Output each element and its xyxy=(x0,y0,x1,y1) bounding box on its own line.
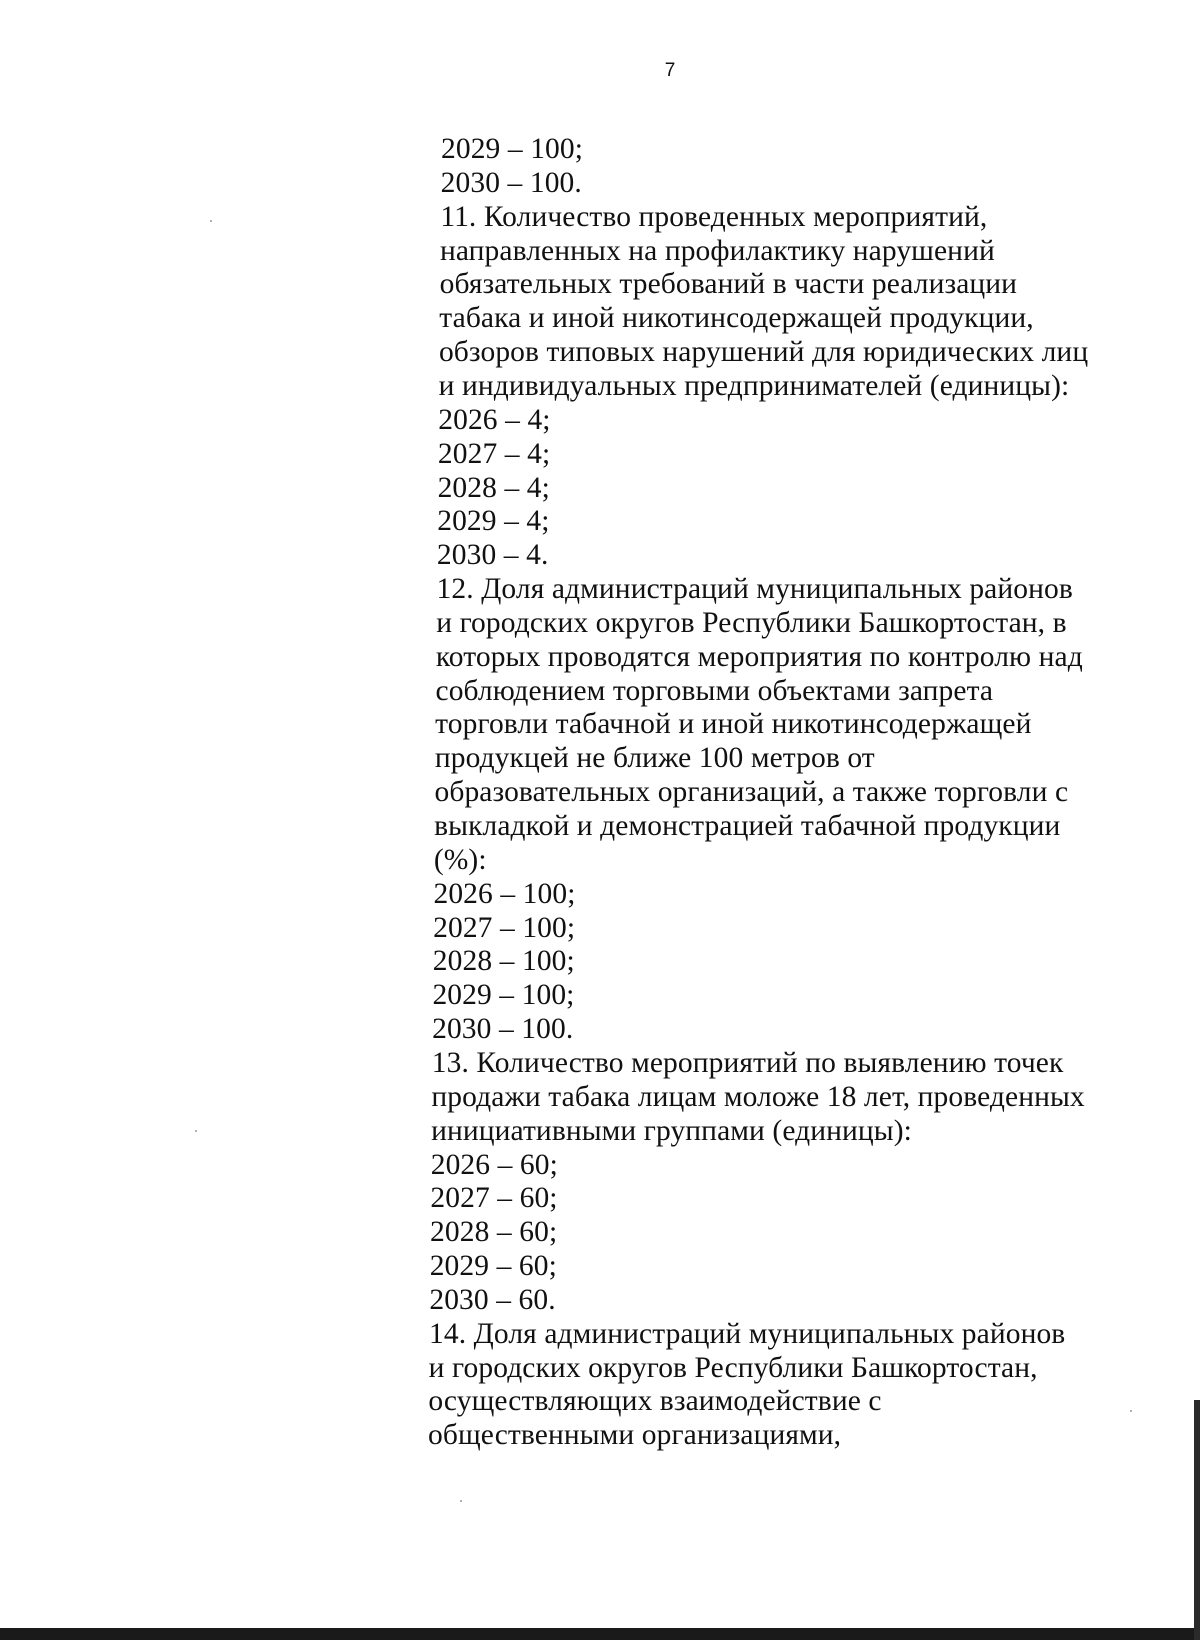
text-line: 2028 – 60; xyxy=(430,1216,558,1249)
text-line: 2030 – 100. xyxy=(440,166,582,199)
text-line: продукцей не ближе 100 метров от xyxy=(434,742,875,775)
text-line: 2026 – 100; xyxy=(433,877,576,910)
text-line: торговли табачной и иной никотинсодержащей xyxy=(435,708,1032,741)
text-line: 2028 – 100; xyxy=(432,945,575,978)
text-line: 2030 – 60. xyxy=(429,1283,556,1316)
scan-speck xyxy=(195,1130,197,1132)
text-line: 13. Количество мероприятий по выявлению точек xyxy=(431,1046,1064,1079)
scan-edge-bottom xyxy=(0,1628,1200,1640)
text-line: и городских округов Республики Башкортостан, в xyxy=(436,606,1067,639)
text-line: 14. Доля администраций муниципальных районов xyxy=(429,1317,1066,1350)
text-line: и индивидуальных предпринимателей (единицы): xyxy=(438,369,1070,402)
text-line: которых проводятся мероприятия по контролю над xyxy=(435,640,1083,673)
text-line: (%): xyxy=(433,843,487,876)
text-line: 2030 – 4. xyxy=(436,539,549,572)
text-line: 2026 – 4; xyxy=(438,403,551,436)
scan-speck xyxy=(210,220,212,222)
text-line: 2029 – 100; xyxy=(441,133,584,165)
text-line: 11. Количество проведенных мероприятий, xyxy=(440,200,988,233)
text-line: и городских округов Республики Башкортостан, xyxy=(428,1351,1038,1384)
text-line: 2029 – 4; xyxy=(437,505,550,538)
text-line: направленных на профилактику нарушений xyxy=(439,234,995,267)
text-line: 2029 – 100; xyxy=(432,979,575,1012)
text-line: осуществляющих взаимодействие с xyxy=(428,1385,882,1418)
page-number: 7 xyxy=(664,60,676,81)
scan-speck xyxy=(1130,1410,1132,1412)
text-line: образовательных организаций, а также торговли с xyxy=(434,776,1069,809)
scan-edge-right xyxy=(1194,1400,1200,1640)
scan-speck xyxy=(460,1500,462,1502)
text-line: табака и иной никотинсодержащей продукции, xyxy=(439,302,1034,335)
text-line: продажи табака лицам моложе 18 лет, проведенных xyxy=(431,1080,1085,1113)
text-line: выкладкой и демонстрацией табачной продукции xyxy=(434,810,1061,842)
text-line: общественными организациями, xyxy=(428,1419,842,1452)
text-line: 2030 – 100. xyxy=(432,1013,574,1046)
text-line: обязательных требований в части реализации xyxy=(439,268,1018,301)
text-line: 2027 – 100; xyxy=(433,911,576,944)
text-line: инициативными группами (единицы): xyxy=(431,1114,912,1147)
text-line: обзоров типовых нарушений для юридических лиц xyxy=(438,336,1089,369)
text-line: 2028 – 4; xyxy=(437,471,550,504)
text-line: 2029 – 60; xyxy=(429,1250,557,1283)
text-line: 2027 – 60; xyxy=(430,1182,558,1215)
text-line: соблюдением торговыми объектами запрета xyxy=(435,674,994,707)
text-line: 2026 – 60; xyxy=(430,1148,558,1181)
text-line: 2027 – 4; xyxy=(437,437,551,470)
text-line: 12. Доля администраций муниципальных районов xyxy=(436,573,1073,606)
